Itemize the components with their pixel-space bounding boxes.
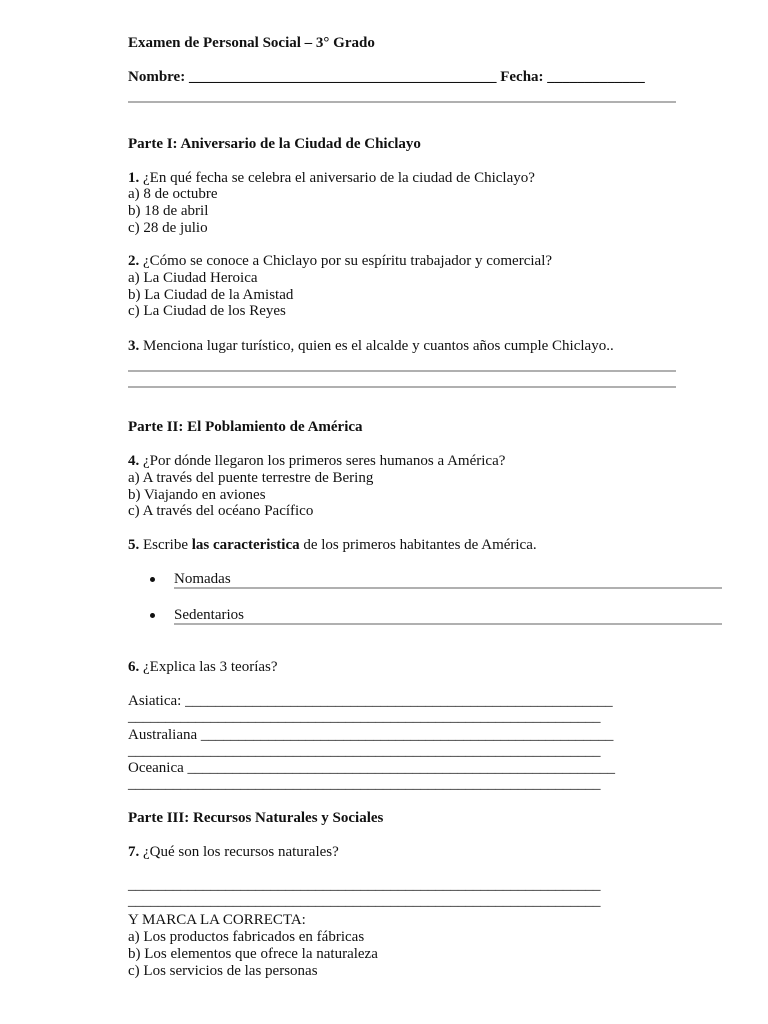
bullet-nomadas: Nomadas <box>174 571 231 587</box>
question-5-pre: Escribe <box>139 537 192 553</box>
question-3-text: Menciona lugar turístico, quien es el alcalde y cuantos años cumple Chiclayo.. <box>139 338 614 354</box>
q4-option-a: a) A través del puente terrestre de Bering <box>128 470 374 486</box>
part1-title: Parte I: Aniversario de la Ciudad de Chiclayo <box>128 136 421 152</box>
q1-option-c: c) 28 de julio <box>128 220 208 236</box>
header-divider <box>128 101 676 103</box>
q3-answer-line-1 <box>128 370 676 372</box>
oceanica-line: Oceanica _________________________________________________________ <box>128 760 616 776</box>
q2-option-b: b) La Ciudad de la Amistad <box>128 287 294 303</box>
name-label: Nombre: <box>128 69 186 85</box>
question-5-number: 5. <box>128 537 140 553</box>
question-7 <box>128 844 339 861</box>
exam-title: Examen de Personal Social – 3° Grado <box>128 35 375 51</box>
q1-option-a: a) 8 de octubre <box>128 186 218 202</box>
question-3 <box>128 338 614 355</box>
asiatica-line: Asiatica: _________________________________________________________ <box>128 693 613 709</box>
question-5 <box>128 537 537 554</box>
question-1-number: 1. <box>128 170 140 186</box>
question-6 <box>128 659 278 676</box>
q7-instruction: Y MARCA LA CORRECTA: <box>128 912 306 928</box>
question-6-text: ¿Explica las 3 teorías? <box>139 659 278 675</box>
question-5-post: de los primeros habitantes de América. <box>299 537 537 553</box>
question-1 <box>128 170 535 187</box>
question-6-number: 6. <box>128 659 140 675</box>
australiana-blank: _______________________________________________________________ <box>128 743 601 759</box>
nomadas-answer-line <box>174 587 722 589</box>
q7-option-a: a) Los productos fabricados en fábricas <box>128 929 365 945</box>
question-5-bold: las caracteristica <box>191 537 300 553</box>
question-4-number: 4. <box>128 453 140 469</box>
question-3-number: 3. <box>128 338 140 354</box>
q7-answer-blank-1: _______________________________________________________________ <box>128 877 601 893</box>
q3-answer-line-2 <box>128 386 676 388</box>
bullet-icon <box>150 613 155 618</box>
date-label: Fecha: <box>500 69 544 85</box>
q7-option-b: b) Los elementos que ofrece la naturaleza <box>128 946 378 962</box>
question-4 <box>128 453 505 470</box>
question-1-text: ¿En qué fecha se celebra el aniversario de la ciudad de Chiclayo? <box>139 170 535 186</box>
q1-option-b: b) 18 de abril <box>128 203 209 219</box>
question-2-number: 2. <box>128 253 140 269</box>
date-blank: _____________ <box>547 69 645 85</box>
part2-title: Parte II: El Poblamiento de América <box>128 419 363 435</box>
bullet-sedentarios: Sedentarios <box>174 607 244 623</box>
question-7-text: ¿Qué son los recursos naturales? <box>139 844 339 860</box>
asiatica-blank: _______________________________________________________________ <box>128 709 601 725</box>
question-7-number: 7. <box>128 844 140 860</box>
part3-title: Parte III: Recursos Naturales y Sociales <box>128 810 384 826</box>
q7-answer-blank-2: _______________________________________________________________ <box>128 893 601 909</box>
name-blank: _________________________________________ <box>188 69 497 85</box>
question-4-text: ¿Por dónde llegaron los primeros seres humanos a América? <box>139 453 506 469</box>
oceanica-blank: _______________________________________________________________ <box>128 776 601 792</box>
question-2 <box>128 253 552 270</box>
q2-option-c: c) La Ciudad de los Reyes <box>128 303 286 319</box>
bullet-icon <box>150 577 155 582</box>
name-date-row <box>128 69 645 86</box>
q4-option-c: c) A través del océano Pacífico <box>128 503 314 519</box>
sedentarios-answer-line <box>174 623 722 625</box>
australiana-line: Australiana _______________________________________________________ <box>128 727 614 743</box>
q7-option-c: c) Los servicios de las personas <box>128 963 318 979</box>
q4-option-b: b) Viajando en aviones <box>128 487 266 503</box>
q2-option-a: a) La Ciudad Heroica <box>128 270 258 286</box>
question-2-text: ¿Cómo se conoce a Chiclayo por su espíritu trabajador y comercial? <box>139 253 553 269</box>
